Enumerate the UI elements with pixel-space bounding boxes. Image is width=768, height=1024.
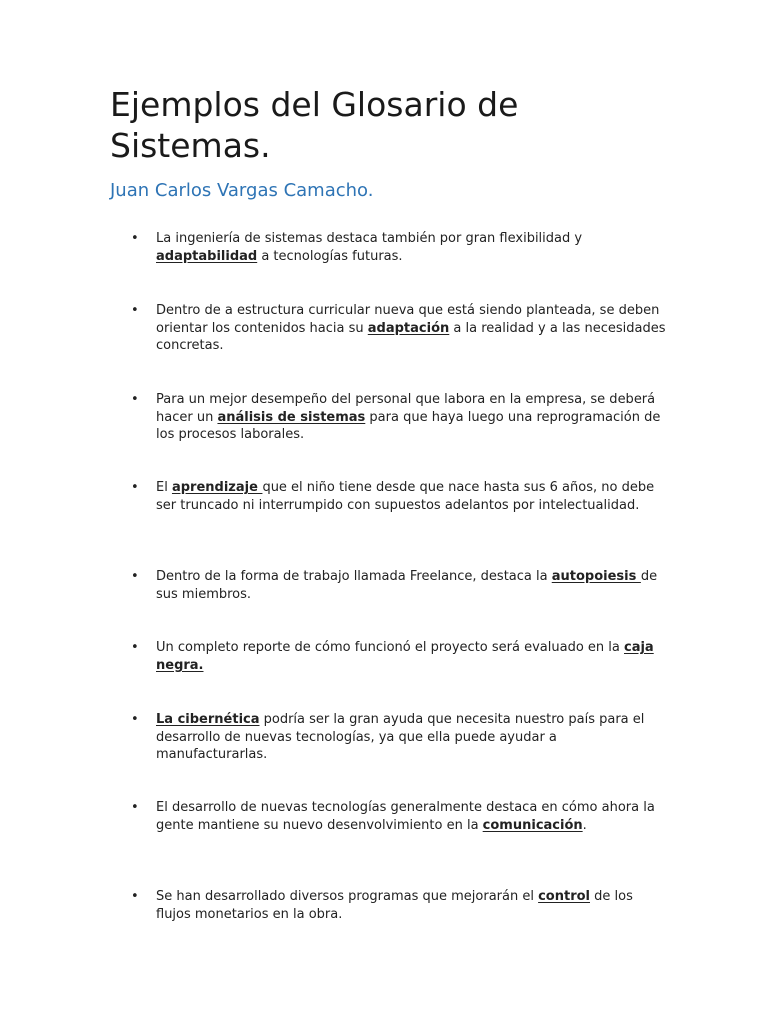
list-item [131, 230, 666, 265]
glossary-term: La cibernética [156, 712, 260, 727]
item-text: que el niño tiene desde que nace hasta sus 6 años, no debe ser truncado ni interrumpido con supuestos adelantos por intelectualidad. [156, 480, 655, 513]
item-text: a la realidad y a las necesidades concretas. [156, 320, 666, 354]
item-text: Un completo reporte de cómo funcionó el proyecto será evaluado en la [156, 640, 624, 655]
item-text: a tecnologías futuras. [257, 248, 403, 264]
author-suffix: . [367, 180, 374, 201]
item-text: El [156, 480, 172, 495]
list-item [131, 568, 666, 603]
list-item [131, 391, 666, 444]
glossary-term: aprendizaje [171, 480, 263, 495]
bullet-icon: • [131, 712, 139, 727]
bullet-icon: • [131, 640, 139, 655]
glossary-term: caja negra. [156, 640, 654, 673]
list-item [131, 888, 666, 923]
document-title: Ejemplos del Glosario de Sistemas. [110, 85, 519, 165]
bullet-icon: • [131, 800, 139, 815]
item-text: de sus miembros. [156, 569, 658, 602]
item-text: El desarrollo de nuevas tecnologías generalmente destaca en cómo ahora la gente mantiene su nuevo desenvolvimiento en la [156, 800, 655, 833]
list-item [131, 639, 666, 674]
item-text: Para un mejor desempeño del personal que labora en la empresa, se deberá hacer un [156, 392, 656, 425]
glossary-term: análisis de sistemas [217, 409, 366, 425]
bullet-icon: • [131, 303, 139, 318]
author-name [110, 179, 373, 203]
list-item [131, 479, 666, 514]
bullet-icon: • [131, 231, 139, 246]
item-text: . [582, 817, 587, 833]
bullet-icon: • [131, 392, 139, 407]
list-item [131, 711, 666, 764]
item-text: para que haya luego una reprogramación de los procesos laborales. [156, 409, 661, 443]
item-text: Se han desarrollado diversos programas que mejorarán el [156, 889, 539, 904]
item-text: Dentro de a estructura curricular nueva que está siendo planteada, se deben orientar los contenidos hacia su [156, 303, 660, 336]
glossary-term: autopoiesis [551, 569, 641, 584]
list-item [131, 799, 666, 834]
bullet-icon: • [131, 569, 139, 584]
author-name-text: Juan Carlos Vargas Camacho [110, 180, 368, 201]
glossary-term: comunicación [482, 817, 583, 833]
item-text: Dentro de la forma de trabajo llamada Freelance, destaca la [156, 569, 552, 584]
item-text: La ingeniería de sistemas destaca también por gran flexibilidad y [156, 231, 583, 246]
glossary-term: adaptación [367, 320, 450, 336]
bullet-icon: • [131, 480, 139, 495]
glossary-term: control [538, 889, 590, 904]
list-item [131, 302, 666, 355]
item-text: de los flujos monetarios en la obra. [156, 889, 633, 922]
glossary-term: adaptabilidad [156, 248, 258, 264]
item-text: podría ser la gran ayuda que necesita nuestro país para el desarrollo de nuevas tecnologías, ya que ella puede ayudar a manufacturarlas. [156, 712, 645, 763]
bullet-icon: • [131, 889, 139, 904]
